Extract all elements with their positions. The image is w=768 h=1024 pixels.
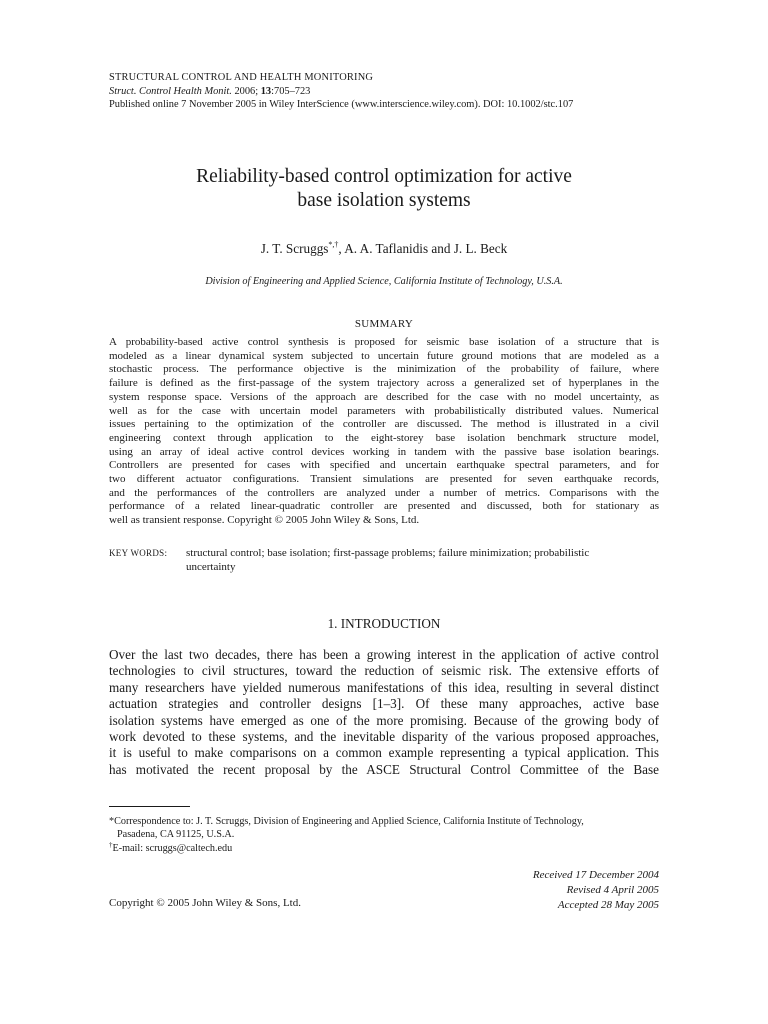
summary-line: engineering context through application to the eight-storey base isolation benchmark structure model,	[109, 431, 659, 444]
summary-line: issues pertaining to the optimization of the controller are discussed. The method is illustrated in a civil	[109, 418, 659, 431]
footnote-email-text: E-mail: scruggs@caltech.edu	[112, 842, 233, 854]
date-accepted: Accepted 28 May 2005	[557, 899, 659, 911]
footnote-email-mark: †	[109, 840, 113, 849]
manuscript-dates	[409, 868, 659, 913]
intro-line: work devoted to these systems, and the inevitable disparity of the various proposed approaches,	[109, 729, 659, 745]
summary-line: Controllers are presented for cases with specified and uncertain earthquake spectral parameters, and for	[109, 459, 659, 472]
footnote-email	[109, 842, 659, 855]
summary-line: modeled as a linear dynamical system subjected to uncertain future ground motions that are modeled as a	[109, 349, 659, 362]
journal-year: 2006;	[231, 85, 261, 97]
author-rest: , A. A. Taflanidis and J. L. Beck	[338, 241, 508, 256]
summary-line: and the performances of the controllers are analyzed under a number of metrics. Comparisons with the	[109, 486, 659, 499]
footnote-correspondence: *Correspondence to: J. T. Scruggs, Division of Engineering and Applied Science, California Institute of Technology,	[109, 816, 584, 827]
journal-citation	[109, 85, 669, 99]
summary-heading: SUMMARY	[354, 318, 414, 330]
section-heading-introduction: 1. INTRODUCTION	[327, 616, 441, 631]
journal-published: Published online 7 November 2005 in Wiley InterScience (www.interscience.wiley.com). DOI: 10.1002/stc.107	[109, 99, 574, 111]
author-first: J. T. Scruggs	[260, 241, 329, 256]
footnote-correspondence-cont: Pasadena, CA 91125, U.S.A.	[117, 829, 235, 841]
intro-line: isolation systems have emerged as one of the more promising. Because of the growing body of	[109, 712, 659, 728]
date-received: Received 17 December 2004	[532, 869, 659, 881]
summary-line: performance of a related linear-quadratic controller are presented and discussed, both for stationary as	[109, 500, 659, 513]
journal-name: STRUCTURAL CONTROL AND HEALTH MONITORING	[109, 72, 374, 83]
summary-line: failure is defined as the first-passage of the system trajectory across a generalized set of hyperplanes in the	[109, 377, 659, 390]
paper-title	[109, 165, 659, 213]
author-list	[109, 241, 659, 257]
journal-header	[109, 71, 669, 112]
keywords-line: uncertainty	[186, 560, 236, 573]
title-line: Reliability-based control optimization for active	[196, 166, 572, 187]
footnote-divider	[109, 806, 190, 807]
title-line: base isolation systems	[297, 190, 471, 211]
summary-line: stochastic process. The performance objective is the minimization of the probability of failure, where	[109, 363, 659, 376]
keywords-label: KEY WORDS:	[109, 548, 168, 558]
date-revised: Revised 4 April 2005	[566, 884, 659, 896]
journal-pages: :705–723	[271, 85, 311, 97]
introduction-text	[109, 647, 659, 778]
keywords-line: structural control; base isolation; first-passage problems; failure minimization; probabilistic	[186, 547, 590, 559]
footnotes	[109, 815, 659, 855]
intro-line: actuation strategies and controller designs [1–3]. Of these many approaches, active base	[109, 696, 659, 712]
intro-line: has motivated the recent proposal by the ASCE Structural Control Committee of the Base	[109, 761, 659, 777]
summary-text	[109, 336, 659, 528]
intro-line: technologies to civil structures, toward the reduction of seismic risk. The extensive efforts of	[109, 663, 659, 679]
summary-line: using an array of ideal active control devices working in tandem with the passive base isolation bearings.	[109, 445, 659, 458]
summary-line: two different actuator configurations. Transient simulations are presented for seven earthquake records,	[109, 473, 659, 486]
keywords-text	[186, 547, 660, 574]
journal-volume: 13	[260, 85, 272, 97]
affiliation: Division of Engineering and Applied Science, California Institute of Technology, U.S.A.	[205, 276, 563, 287]
summary-line: well as transient response. Copyright © 2005 John Wiley & Sons, Ltd.	[109, 514, 420, 527]
summary-line: system response space. Versions of the approach are described for the case with no model uncertainty, as	[109, 390, 659, 403]
author-marks: *,†	[328, 240, 339, 249]
summary-line: A probability-based active control synthesis is proposed for seismic base isolation of a structure that is	[109, 336, 659, 348]
intro-line: it is useful to make comparisons on a common example representing a typical application. This	[109, 745, 659, 761]
copyright-notice: Copyright © 2005 John Wiley & Sons, Ltd.	[109, 897, 301, 909]
intro-line: many researchers have yielded numerous manifestations of this idea, resulting in several distinct	[109, 679, 659, 695]
summary-line: well as for the case with uncertain model parameters with probabilistically distributed values. Numerical	[109, 404, 659, 417]
journal-abbrev: Struct. Control Health Monit.	[109, 85, 232, 97]
intro-line: Over the last two decades, there has been a growing interest in the application of active control	[109, 647, 659, 662]
